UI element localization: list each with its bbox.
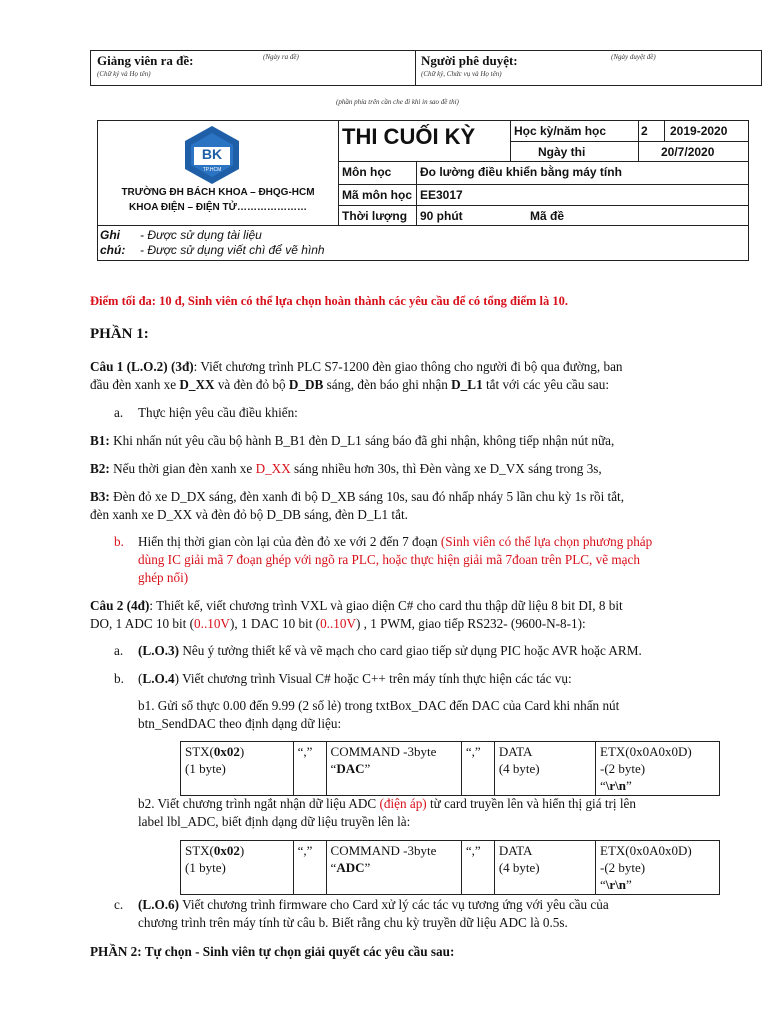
signature-table xyxy=(90,50,762,86)
sep-cell xyxy=(461,742,494,796)
date-value: 20/7/2020 xyxy=(661,145,715,159)
etx-quote-open: “ xyxy=(600,778,606,793)
c-line2: chương trình trên máy tính từ câu b. Biết rằng chu kỳ truyền dữ liệu ADC là 0.5s. xyxy=(138,915,568,930)
cmd-quote-open: “ xyxy=(330,761,337,776)
approver-label: Người phê duyệt: xyxy=(421,53,518,68)
logo-text: BK xyxy=(201,146,223,162)
q2-a-marker: a. xyxy=(114,643,124,658)
b2x-text1b: từ card truyền lên và hiển thị giá trị lên xyxy=(426,796,636,811)
q1-a: Thực hiện yêu cầu điều khiển: xyxy=(138,405,298,420)
q1-b-red2: dùng IC giải mã 7 đoạn ghép với ngõ ra PLC, hoặc thực hiện giải mã 7đoan trên PLC, vẽ mạch xyxy=(138,552,640,567)
subject-label: Môn học xyxy=(342,165,392,179)
approver-date: (Ngày duyệt đề) xyxy=(611,53,656,61)
b1x-line1: b1. Gửi số thực 0.00 đến 9.99 (2 số lẻ) trong txtBox_DAC đến DAC của Card khi nhấn nút xyxy=(138,698,620,713)
b2-line xyxy=(90,460,602,478)
b3-label: B3: xyxy=(90,489,110,504)
sep-cell xyxy=(293,841,326,895)
b2x-red: (điện áp) xyxy=(379,796,427,811)
adc-frame-table xyxy=(180,840,720,895)
exam-header xyxy=(97,120,749,261)
subject-value: Đo lường điều khiển bằng máy tính xyxy=(420,165,622,179)
q1-text-b3: sáng, đèn báo ghi nhận xyxy=(323,377,452,392)
approver-sign: (Chữ ký, Chức vụ và Họ tên) xyxy=(421,70,502,78)
data-label: DATA xyxy=(498,843,533,858)
b1-text: Khi nhấn nút yêu cầu bộ hành B_B1 đèn D_L1 sáng báo đã ghi nhận, không tiếp nhận nút nữa, xyxy=(109,433,615,448)
q1-b-text: Hiển thị thời gian còn lại của đèn đỏ xe với 2 đến 7 đoạn xyxy=(138,534,441,549)
q2-b-lo: L.O.4 xyxy=(142,671,175,686)
etx-size: -(2 byte) xyxy=(600,761,646,776)
q1-line2 xyxy=(90,376,609,394)
q1-b-red3: ghép nối) xyxy=(138,570,189,585)
sep-cell xyxy=(461,841,494,895)
q2-heading: Câu 2 (4đ) xyxy=(90,598,150,613)
stx-value: 0x02 xyxy=(213,744,240,759)
note-label-2: chú: xyxy=(100,243,126,257)
stx-close: ) xyxy=(239,744,245,759)
separator: “,” xyxy=(297,843,313,858)
q2-text2c: ) , 1 PWM, giao tiếp RS232- (9600-N-8-1): xyxy=(355,616,586,631)
separator: “,” xyxy=(465,843,481,858)
q1-dl1: D_L1 xyxy=(451,377,483,392)
date-label: Ngày thi xyxy=(538,145,586,159)
c-lo: (L.O.6) xyxy=(138,897,180,912)
exam-code-label: Mã đề xyxy=(530,209,565,223)
cmd-cell xyxy=(326,841,461,895)
separator: “,” xyxy=(465,744,481,759)
cmd-label: COMMAND -3byte xyxy=(330,744,437,759)
note-label-1: Ghi xyxy=(100,228,120,242)
duration-label: Thời lượng xyxy=(342,209,408,223)
code-value: EE3017 xyxy=(420,188,463,202)
b2x-line2: label lbl_ADC, biết định dạng dữ liệu truyền lên là: xyxy=(138,814,411,829)
q1-text-b1: đầu đèn xanh xe xyxy=(90,377,180,392)
data-size: (4 byte) xyxy=(498,860,540,875)
lecturer-sign: (Chữ ký và Họ tên) xyxy=(97,70,151,78)
etx-label: ETX(0x0A0x0D) xyxy=(600,843,692,858)
b2-text1: Nếu thời gian đèn xanh xe xyxy=(109,461,256,476)
q2-c-marker: c. xyxy=(114,897,124,912)
c-text1: Viết chương trình firmware cho Card xử lý các tác vụ tương ứng với yêu cầu của xyxy=(179,897,609,912)
cmd-value: DAC xyxy=(336,761,365,776)
cmd-cell xyxy=(326,742,461,796)
stx-cell xyxy=(181,841,294,895)
q1-ddb: D_DB xyxy=(288,377,324,392)
stx-text: STX( xyxy=(185,744,214,759)
q1-a-marker: a. xyxy=(114,405,124,420)
stx-text: STX( xyxy=(185,843,214,858)
b3-line2: đèn xanh xe D_XX và đèn đỏ bộ D_DB sáng, đèn D_L1 tắt. xyxy=(90,507,408,522)
q2-b-text: ) Viết chương trình Visual C# hoặc C++ trên máy tính thực hiện các tác vụ: xyxy=(174,671,572,686)
b1-line xyxy=(90,432,614,450)
semester-value: 2 xyxy=(641,124,648,138)
stx-cell xyxy=(181,742,294,796)
stx-size: (1 byte) xyxy=(185,860,226,875)
etx-quote-close: ” xyxy=(626,877,632,892)
university-name: TRƯỜNG ĐH BÁCH KHOA – ĐHQG-HCM xyxy=(121,187,315,198)
cmd-value: ADC xyxy=(336,860,365,875)
lecturer-date: (Ngày ra đề) xyxy=(263,53,299,61)
q1-dxx: D_XX xyxy=(179,377,215,392)
sep-cell xyxy=(293,742,326,796)
data-cell xyxy=(494,841,595,895)
etx-cell xyxy=(596,742,720,796)
code-label: Mã môn học xyxy=(342,188,413,202)
b2-label: B2: xyxy=(90,461,110,476)
q2-a-text: Nêu ý tưởng thiết kế và vẽ mạch cho card giao tiếp sử dụng PIC hoặc AVR hoặc ARM. xyxy=(179,643,642,658)
c-line1 xyxy=(138,896,609,914)
note-1: - Được sử dụng tài liệu xyxy=(140,228,262,242)
q2-line2 xyxy=(90,615,586,633)
etx-value: \r\n xyxy=(605,778,627,793)
q2-line1 xyxy=(90,597,623,615)
table-row xyxy=(181,742,720,796)
lecturer-label: Giảng viên ra đề: xyxy=(97,53,194,68)
data-label: DATA xyxy=(498,744,533,759)
q1-text-b4: tắt với các yêu cầu sau: xyxy=(482,377,610,392)
table-row xyxy=(181,841,720,895)
b2-dxx: D_XX xyxy=(255,461,291,476)
q1-b-marker: b. xyxy=(114,534,124,549)
bk-logo xyxy=(182,125,242,185)
b2x-line1 xyxy=(138,795,636,813)
semester-label: Học kỳ/năm học xyxy=(514,124,607,138)
b3-line1 xyxy=(90,488,624,506)
q2-a xyxy=(138,642,642,660)
cover-note: (phần phía trên cần che đi khi in sao đề thi) xyxy=(336,98,459,106)
etx-quote-open: “ xyxy=(600,877,606,892)
year-value: 2019-2020 xyxy=(670,124,728,138)
etx-cell xyxy=(596,841,720,895)
part2-title: PHẦN 2: Tự chọn - Sinh viên tự chọn giải quyết các yêu cầu sau: xyxy=(90,944,455,959)
cmd-quote-close: ” xyxy=(364,761,371,776)
max-score: Điểm tối đa: 10 đ, Sinh viên có thể lựa chọn hoàn thành các yêu cầu để có tổng điểm là 10. xyxy=(90,294,569,308)
cmd-quote-open: “ xyxy=(330,860,337,875)
q1-b-red1: (Sinh viên có thể lựa chọn phương pháp xyxy=(440,534,653,549)
faculty-name: KHOA ĐIỆN – ĐIỆN TỬ………………… xyxy=(129,202,307,213)
q2-a-lo: (L.O.3) xyxy=(138,643,180,658)
duration-value: 90 phút xyxy=(420,209,463,223)
b3-text1: Đèn đỏ xe D_DX sáng, đèn xanh đi bộ D_XB sáng 10s, sau đó nhấp nháy 5 lần chu kỳ 1s rồi tắt, xyxy=(109,489,625,504)
data-size: (4 byte) xyxy=(498,761,540,776)
q2-text2a: DO, 1 ADC 10 bit ( xyxy=(90,616,195,631)
etx-quote-close: ” xyxy=(626,778,632,793)
q1-text-b2: và đèn đỏ bộ xyxy=(214,377,289,392)
data-cell xyxy=(494,742,595,796)
q1-text-a: : Viết chương trình PLC S7-1200 đèn giao thông cho người đi bộ qua đường, ban xyxy=(193,359,623,374)
q2-b: (L.O.4) Viết chương trình Visual C# hoặc C++ trên máy tính thực hiện các tác vụ: xyxy=(138,671,572,686)
b2-text2: sáng nhiều hơn 30s, thì Đèn vàng xe D_VX sáng trong 3s, xyxy=(290,461,602,476)
etx-value: \r\n xyxy=(605,877,627,892)
stx-close: ) xyxy=(239,843,245,858)
q2-text2b: ), 1 DAC 10 bit ( xyxy=(229,616,321,631)
part1-title: PHẦN 1: xyxy=(90,326,149,342)
etx-size: -(2 byte) xyxy=(600,860,646,875)
dac-frame-table xyxy=(180,741,720,796)
q1-b-line1 xyxy=(138,533,652,551)
stx-value: 0x02 xyxy=(213,843,240,858)
q1-line1 xyxy=(90,358,750,376)
b1x-line2: btn_SendDAC theo định dạng dữ liệu: xyxy=(138,716,342,731)
b1-label: B1: xyxy=(90,433,110,448)
q2-b-marker: b. xyxy=(114,671,124,686)
exam-title: THI CUỐI KỲ xyxy=(342,124,476,149)
cmd-label: COMMAND -3byte xyxy=(330,843,437,858)
stx-size: (1 byte) xyxy=(185,761,226,776)
q2-range2: 0..10V xyxy=(320,616,356,631)
cmd-quote-close: ” xyxy=(364,860,371,875)
q2-range1: 0..10V xyxy=(194,616,230,631)
q2-text1: : Thiết kế, viết chương trình VXL và giao diện C# cho card thu thập dữ liệu 8 bit DI, 8 bit xyxy=(149,598,623,613)
logo-sub: TP.HCM xyxy=(202,167,222,173)
note-2: - Được sử dụng viết chì để vẽ hình xyxy=(140,243,325,257)
separator: “,” xyxy=(297,744,313,759)
q1-heading: Câu 1 (L.O.2) (3đ) xyxy=(90,359,194,374)
etx-label: ETX(0x0A0x0D) xyxy=(600,744,692,759)
b2x-text1a: b2. Viết chương trình ngắt nhận dữ liệu ADC xyxy=(138,796,380,811)
